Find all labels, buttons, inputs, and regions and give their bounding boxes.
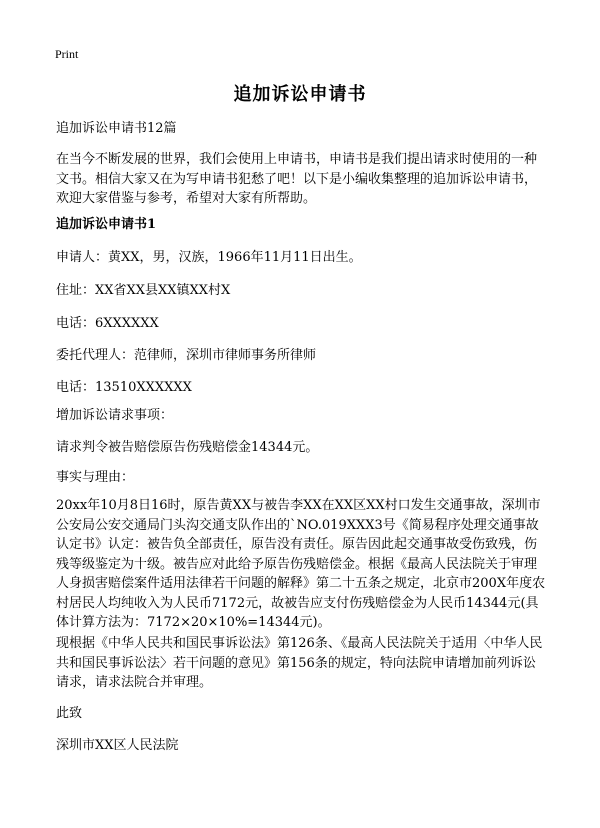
agent-phone-line: 电话：13510XXXXXX <box>56 380 192 395</box>
document-subtitle: 追加诉讼申请书12篇 <box>56 121 177 136</box>
agent-line: 委托代理人：范律师，深圳市律师事务所律师 <box>56 348 317 363</box>
facts-heading: 事实与理由： <box>56 470 135 485</box>
intro-paragraph: 在当今不断发展的世界，我们会使用上申请书，申请书是我们提出请求时使用的一种文书。相信大家又在为写申请书犯愁了吧！以下是小编收集整理的追加诉讼申请书，欢迎大家借鉴与参考，希望对大家有所帮助。 <box>56 152 538 206</box>
basis-paragraph: 现根据《中华人民共和国民事诉讼法》第126条、《最高人民法院关于适用〈中华人民共和国民事诉讼法〉若干问题的意见》第156条的规定，特向法院申请增加前列诉讼请求，请求法院合并审理。 <box>56 636 543 690</box>
facts-paragraph: 20xx年10月8日16时，原告黄XX与被告李XX在XX区XX村口发生交通事故，深圳市公安局公安交通局门头沟交通支队作出的`NO.019XXX3号《简易程序处理交通事故认定书》认定：被告负全部责任，原告没有责任。原告因此起交通事故受伤致残，伤残等级鉴定为十级。被告应对此给予原告伤残赔偿金。根据《最高人民法院关于审理人身损害赔偿案件适用法律若干问题的解释》第二十五条之规定，北京市200X年度农村居民人均纯收入为人民币7172元，故被告应支付伤残赔偿金为人民币14344元(具体计算方法为：7172×20×10%=14344元)。 <box>56 498 546 630</box>
closing-line: 此致 <box>56 706 83 721</box>
section-heading: 追加诉讼申请书1 <box>56 217 157 232</box>
claims-heading: 增加诉讼请求事项： <box>56 408 174 423</box>
print-label[interactable]: Print <box>55 47 79 61</box>
address-line: 住址：XX省XX县XX镇XX村X <box>56 283 231 298</box>
page-title: 追加诉讼申请书 <box>233 84 367 105</box>
claim-paragraph: 请求判令被告赔偿原告伤残赔偿金14344元。 <box>56 440 319 455</box>
phone-line: 电话：6XXXXXX <box>56 316 159 331</box>
court-line: 深圳市XX区人民法院 <box>56 738 179 753</box>
applicant-line: 申请人：黄XX，男，汉族，1966年11月11日出生。 <box>56 250 362 265</box>
